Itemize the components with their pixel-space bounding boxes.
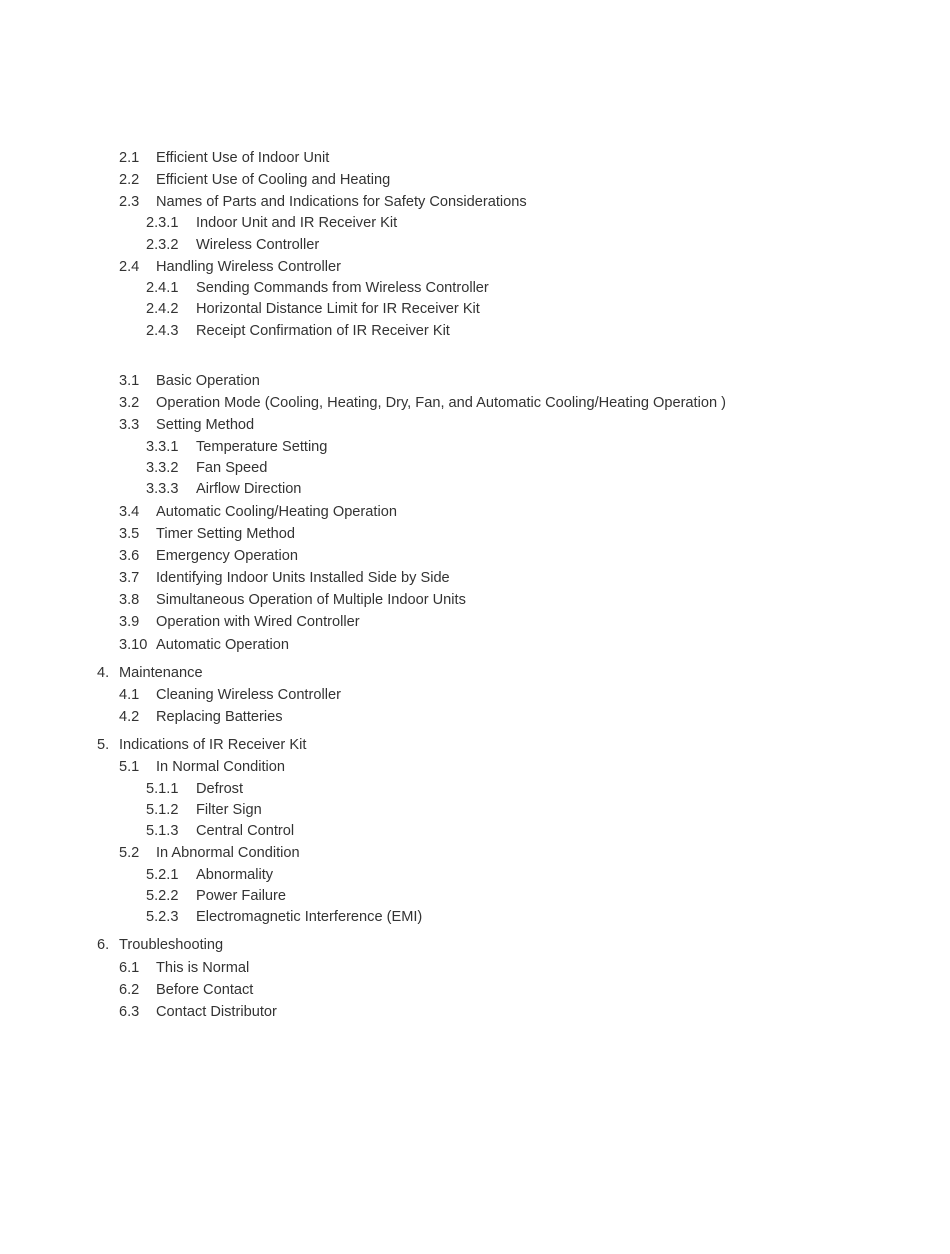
toc-entry-number: 2.4.2 (146, 301, 179, 317)
toc-entry-number: 3.1 (119, 373, 140, 389)
toc-entry[interactable] (97, 664, 203, 682)
toc-entry-number: 6.1 (119, 960, 140, 976)
toc-entry[interactable] (119, 258, 341, 276)
toc-entry-title: Airflow Direction (196, 481, 302, 497)
toc-entry-number: 3.6 (119, 548, 140, 564)
toc-entry-number: 3.3.1 (146, 439, 179, 455)
toc-entry-number: 4. (97, 665, 110, 681)
toc-entry-title: Indoor Unit and IR Receiver Kit (196, 215, 398, 231)
toc-entry[interactable] (119, 613, 360, 631)
toc-entry[interactable] (146, 480, 301, 498)
toc-entry-title: Automatic Cooling/Heating Operation (156, 504, 397, 520)
toc-entry-number: 5.2.1 (146, 867, 179, 883)
toc-entry-number: 6.2 (119, 982, 140, 998)
toc-entry-title: In Normal Condition (156, 759, 285, 775)
toc-entry[interactable] (146, 214, 397, 232)
toc-entry[interactable] (146, 822, 294, 840)
toc-entry[interactable] (146, 236, 319, 254)
toc-entry-number: 3.9 (119, 614, 140, 630)
toc-entry-number: 3.8 (119, 592, 140, 608)
toc-entry-number: 5.1 (119, 759, 140, 775)
toc-entry-title: Efficient Use of Cooling and Heating (156, 172, 391, 188)
toc-entry-title: Contact Distributor (156, 1004, 277, 1020)
toc-entry-title: Before Contact (156, 982, 254, 998)
toc-entry-title: Names of Parts and Indications for Safety Considerations (156, 194, 527, 210)
toc-entry[interactable] (119, 193, 527, 211)
toc-entry-number: 5.2.2 (146, 888, 179, 904)
toc-entry[interactable] (119, 569, 450, 587)
toc-entry-number: 4.1 (119, 687, 140, 703)
toc-entry-title: Filter Sign (196, 802, 262, 818)
toc-entry-title: Central Control (196, 823, 295, 839)
toc-entry-number: 3.3.2 (146, 460, 179, 476)
toc-entry-title: Electromagnetic Interference (EMI) (196, 909, 423, 925)
toc-entry-number: 5.2.3 (146, 909, 179, 925)
toc-entry[interactable] (119, 686, 341, 704)
toc-entry[interactable] (119, 959, 249, 977)
toc-entry-title: In Abnormal Condition (156, 845, 300, 861)
toc-entry-number: 2.2 (119, 172, 140, 188)
toc-entry-title: Wireless Controller (196, 237, 320, 253)
toc-entry-title: Abnormality (196, 867, 274, 883)
toc-entry[interactable] (146, 908, 422, 926)
toc-entry-number: 2.3.2 (146, 237, 179, 253)
toc-entry-title: Cleaning Wireless Controller (156, 687, 341, 703)
toc-entry-title: Horizontal Distance Limit for IR Receiver Kit (196, 301, 480, 317)
toc-entry[interactable] (119, 844, 300, 862)
toc-entry-number: 3.5 (119, 526, 140, 542)
toc-entry-title: Handling Wireless Controller (156, 259, 341, 275)
toc-entry-number: 2.4.3 (146, 323, 179, 339)
toc-entry[interactable] (146, 300, 480, 318)
toc-entry-title: Troubleshooting (119, 937, 224, 953)
toc-entry-number: 2.3 (119, 194, 140, 210)
toc-entry[interactable] (146, 279, 489, 297)
toc-entry-title: Indications of IR Receiver Kit (119, 737, 307, 753)
toc-entry-title: Identifying Indoor Units Installed Side by Side (156, 570, 450, 586)
toc-entry-number: 3.4 (119, 504, 140, 520)
toc-entry-number: 3.3 (119, 417, 140, 433)
toc-entry-number: 2.4 (119, 259, 140, 275)
toc-entry[interactable] (119, 1003, 277, 1021)
toc-entry-title: Efficient Use of Indoor Unit (156, 150, 330, 166)
toc-entry[interactable] (146, 887, 286, 905)
toc-entry-title: Emergency Operation (156, 548, 298, 564)
toc-entry[interactable] (97, 736, 306, 754)
toc-entry[interactable] (119, 981, 253, 999)
toc-entry-number: 5.2 (119, 845, 140, 861)
toc-entry-title: Timer Setting Method (156, 526, 295, 542)
toc-entry[interactable] (146, 459, 267, 477)
toc-entry-title: Receipt Confirmation of IR Receiver Kit (196, 323, 450, 339)
toc-entry-title: Simultaneous Operation of Multiple Indoor Units (156, 592, 466, 608)
toc-entry-title: Temperature Setting (196, 439, 328, 455)
toc-entry-number: 3.2 (119, 395, 140, 411)
toc-entry-title: Power Failure (196, 888, 287, 904)
toc-entry[interactable] (146, 438, 327, 456)
toc-entry[interactable] (119, 591, 466, 609)
toc-entry[interactable] (119, 758, 285, 776)
toc-entry-title: Maintenance (119, 665, 203, 681)
toc-entry-title: This is Normal (156, 960, 250, 976)
toc-entry[interactable] (146, 801, 262, 819)
toc-entry[interactable] (119, 503, 397, 521)
toc-entry[interactable] (119, 636, 289, 654)
toc-entry[interactable] (146, 780, 243, 798)
toc-entry-title: Setting Method (156, 417, 255, 433)
toc-entry-number: 5.1.2 (146, 802, 179, 818)
toc-entry-number: 3.3.3 (146, 481, 179, 497)
toc-entry[interactable] (146, 866, 273, 884)
toc-entry[interactable] (119, 416, 254, 434)
toc-entry-title: Operation Mode (Cooling, Heating, Dry, Fan, and Automatic Cooling/Heating Operation ) (156, 395, 726, 411)
toc-entry[interactable] (119, 525, 295, 543)
toc-entry[interactable] (119, 372, 260, 390)
toc-entry-title: Operation with Wired Controller (156, 614, 360, 630)
toc-entry-title: Basic Operation (156, 373, 260, 389)
toc-entry-title: Fan Speed (196, 460, 268, 476)
toc-entry[interactable] (146, 322, 450, 340)
toc-entry[interactable] (119, 708, 283, 726)
toc-entry[interactable] (119, 149, 329, 167)
toc-entry-number: 6. (97, 937, 110, 953)
toc-entry-title: Defrost (196, 781, 244, 797)
toc-entry-title: Replacing Batteries (156, 709, 283, 725)
toc-entry-number: 5.1.1 (146, 781, 179, 797)
toc-entry-number: 5.1.3 (146, 823, 179, 839)
toc-entry[interactable] (119, 547, 298, 565)
toc-entry-number: 4.2 (119, 709, 140, 725)
toc-entry[interactable] (119, 394, 726, 412)
toc-entry-number: 5. (97, 737, 110, 753)
toc-entry-number: 2.4.1 (146, 280, 179, 296)
toc-entry-number: 2.1 (119, 150, 140, 166)
toc-entry-number: 2.3.1 (146, 215, 179, 231)
toc-entry-number: 3.7 (119, 570, 140, 586)
toc-entry-number: 3.10 (119, 637, 148, 653)
toc-entry-title: Sending Commands from Wireless Controller (196, 280, 489, 296)
toc-entry-number: 6.3 (119, 1004, 140, 1020)
toc-entry[interactable] (97, 936, 223, 954)
toc-entry-title: Automatic Operation (156, 637, 290, 653)
toc-entry[interactable] (119, 171, 390, 189)
